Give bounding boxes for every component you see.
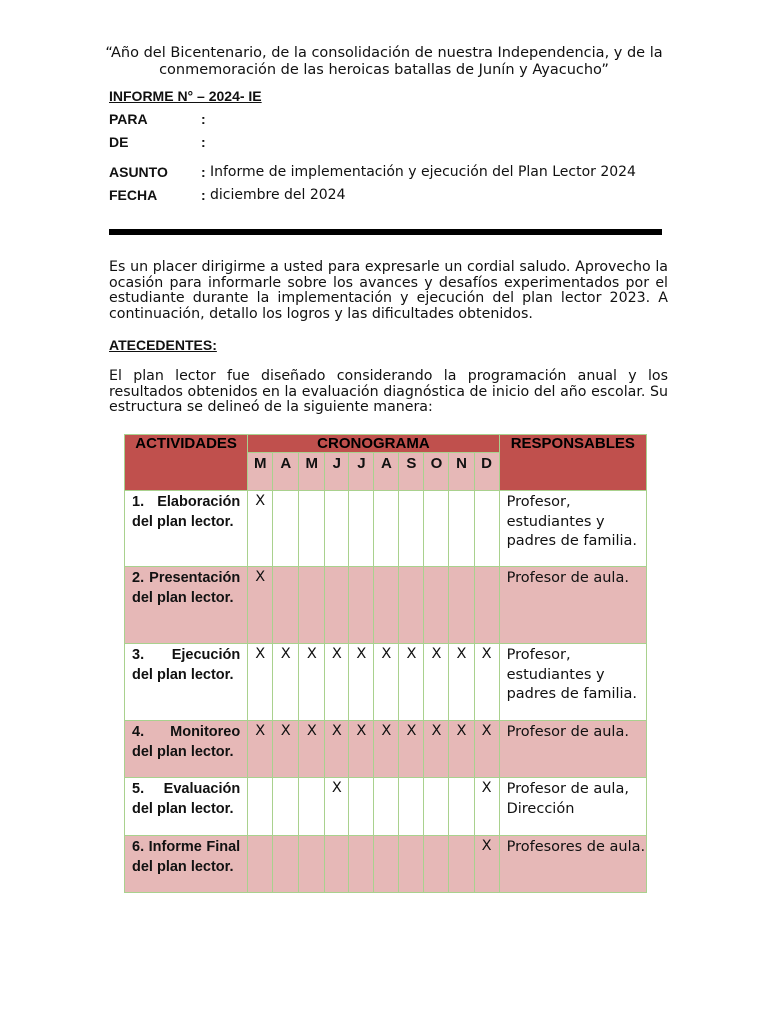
field-para-label: PARA bbox=[109, 111, 148, 127]
heading-line-1: “Año del Bicentenario, de la consolidación de nuestra Independencia, y de la bbox=[105, 45, 663, 61]
horizontal-divider bbox=[109, 229, 662, 235]
schedule-table-body bbox=[125, 491, 647, 893]
schedule-mark bbox=[248, 836, 273, 893]
schedule-mark bbox=[399, 836, 424, 893]
activity-cell: 3. Ejecución del plan lector. bbox=[125, 644, 248, 721]
schedule-mark bbox=[424, 836, 449, 893]
schedule-mark: X bbox=[474, 778, 499, 836]
field-asunto-label: ASUNTO bbox=[109, 164, 168, 180]
month-header: O bbox=[424, 453, 449, 491]
schedule-mark: X bbox=[349, 721, 374, 778]
month-header: J bbox=[349, 453, 374, 491]
schedule-mark bbox=[299, 491, 325, 567]
responsible-cell: Profesor de aula, Dirección bbox=[499, 778, 646, 836]
schedule-mark: X bbox=[374, 721, 399, 778]
schedule-mark: X bbox=[273, 721, 299, 778]
table-row bbox=[125, 721, 647, 778]
schedule-mark: X bbox=[474, 644, 499, 721]
heading-line-2: conmemoración de las heroicas batallas de Junín y Ayacucho” bbox=[159, 62, 609, 78]
schedule-mark bbox=[399, 491, 424, 567]
schedule-mark bbox=[449, 567, 474, 644]
schedule-mark bbox=[299, 567, 325, 644]
field-fecha-value: diciembre del 2024 bbox=[210, 187, 346, 203]
schedule-mark: X bbox=[273, 644, 299, 721]
schedule-mark bbox=[474, 491, 499, 567]
schedule-mark bbox=[374, 778, 399, 836]
field-para-colon: : bbox=[201, 111, 206, 127]
schedule-mark bbox=[424, 491, 449, 567]
table-row bbox=[125, 644, 647, 721]
field-de-label: DE bbox=[109, 134, 129, 150]
activity-cell: 5. Evaluación del plan lector. bbox=[125, 778, 248, 836]
schedule-mark: X bbox=[349, 644, 374, 721]
table-row bbox=[125, 491, 647, 567]
schedule-mark bbox=[399, 567, 424, 644]
schedule-mark: X bbox=[449, 721, 474, 778]
schedule-mark: X bbox=[248, 567, 273, 644]
month-header: S bbox=[399, 453, 424, 491]
informe-title: INFORME N° – 2024- IE bbox=[109, 88, 262, 104]
field-asunto-colon: : bbox=[201, 164, 206, 180]
table-row bbox=[125, 836, 647, 893]
schedule-mark: X bbox=[325, 644, 349, 721]
schedule-mark: X bbox=[399, 644, 424, 721]
schedule-mark: X bbox=[474, 836, 499, 893]
responsible-cell: Profesores de aula. bbox=[499, 836, 646, 893]
responsible-cell: Profesor de aula. bbox=[499, 721, 646, 778]
responsible-cell: Profesor, estudiantes y padres de familia. bbox=[499, 644, 646, 721]
table-row bbox=[125, 778, 647, 836]
responsible-cell: Profesor, estudiantes y padres de familia. bbox=[499, 491, 646, 567]
schedule-mark: X bbox=[325, 721, 349, 778]
schedule-mark bbox=[325, 567, 349, 644]
antecedentes-paragraph: El plan lector fue diseñado considerando la programación anual y los resultados obtenidos en la evaluación diagnóstica de inicio del año escolar. Su estructura se delineó de la siguiente manera: bbox=[109, 368, 668, 415]
table-row bbox=[125, 567, 647, 644]
month-header: M bbox=[248, 453, 273, 491]
month-header: M bbox=[299, 453, 325, 491]
schedule-mark bbox=[325, 491, 349, 567]
intro-paragraph: Es un placer dirigirme a usted para expresarle un cordial saludo. Aprovecho la ocasión para informarle sobre los avances y desafíos experimentados por el estudiante durante la implementación y ejecución del plan lector 2023. A continuación, detallo los logros y las dificultades obtenidos. bbox=[109, 259, 668, 322]
schedule-mark bbox=[273, 836, 299, 893]
responsible-cell: Profesor de aula. bbox=[499, 567, 646, 644]
schedule-mark bbox=[299, 778, 325, 836]
schedule-mark: X bbox=[299, 721, 325, 778]
schedule-mark bbox=[299, 836, 325, 893]
schedule-mark bbox=[273, 778, 299, 836]
schedule-mark: X bbox=[374, 644, 399, 721]
header-responsible: RESPONSABLES bbox=[499, 435, 646, 491]
schedule-mark: X bbox=[424, 644, 449, 721]
schedule-mark: X bbox=[325, 778, 349, 836]
section-heading-antecedentes: ATECEDENTES: bbox=[109, 337, 217, 353]
schedule-mark: X bbox=[248, 491, 273, 567]
field-de-colon: : bbox=[201, 134, 206, 150]
header-activities: ACTIVIDADES bbox=[125, 435, 248, 491]
schedule-mark: X bbox=[248, 721, 273, 778]
schedule-mark: X bbox=[399, 721, 424, 778]
schedule-mark bbox=[349, 778, 374, 836]
schedule-mark bbox=[449, 836, 474, 893]
field-asunto-value: Informe de implementación y ejecución del Plan Lector 2024 bbox=[210, 164, 636, 180]
schedule-mark bbox=[349, 836, 374, 893]
month-header: A bbox=[273, 453, 299, 491]
header-schedule: CRONOGRAMA bbox=[248, 435, 499, 453]
schedule-mark bbox=[424, 567, 449, 644]
schedule-mark bbox=[449, 778, 474, 836]
schedule-mark bbox=[248, 778, 273, 836]
schedule-mark bbox=[325, 836, 349, 893]
schedule-mark: X bbox=[449, 644, 474, 721]
schedule-mark: X bbox=[474, 721, 499, 778]
schedule-mark bbox=[374, 836, 399, 893]
schedule-mark bbox=[273, 491, 299, 567]
month-header: D bbox=[474, 453, 499, 491]
schedule-mark: X bbox=[424, 721, 449, 778]
activity-cell: 4. Monitoreo del plan lector. bbox=[125, 721, 248, 778]
schedule-mark bbox=[273, 567, 299, 644]
field-fecha-colon: : bbox=[201, 187, 206, 203]
schedule-table bbox=[124, 434, 647, 893]
activity-cell: 2. Presentación del plan lector. bbox=[125, 567, 248, 644]
page-heading bbox=[100, 45, 668, 79]
field-fecha-label: FECHA bbox=[109, 187, 158, 203]
schedule-mark bbox=[424, 778, 449, 836]
schedule-mark: X bbox=[299, 644, 325, 721]
month-header: A bbox=[374, 453, 399, 491]
month-header: N bbox=[449, 453, 474, 491]
activity-cell: 6. Informe Final del plan lector. bbox=[125, 836, 248, 893]
activity-cell: 1. Elaboración del plan lector. bbox=[125, 491, 248, 567]
schedule-mark bbox=[374, 567, 399, 644]
schedule-mark: X bbox=[248, 644, 273, 721]
schedule-mark bbox=[349, 491, 374, 567]
schedule-mark bbox=[399, 778, 424, 836]
schedule-mark bbox=[349, 567, 374, 644]
schedule-mark bbox=[449, 491, 474, 567]
schedule-mark bbox=[374, 491, 399, 567]
schedule-mark bbox=[474, 567, 499, 644]
month-header: J bbox=[325, 453, 349, 491]
